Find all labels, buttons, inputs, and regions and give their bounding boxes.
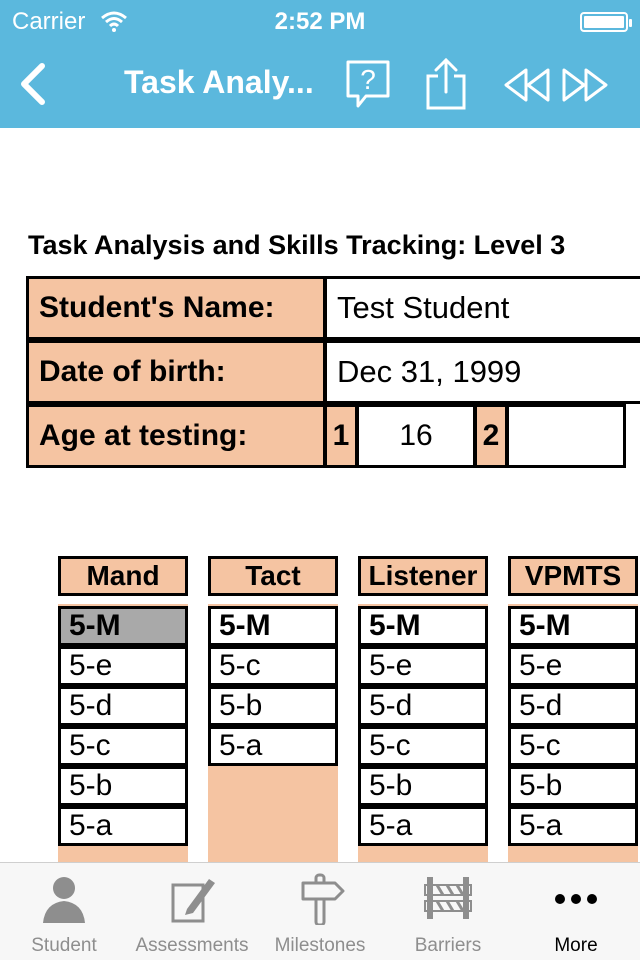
status-bar — [0, 6, 640, 36]
tab-barriers[interactable] — [384, 863, 512, 960]
skill-cell[interactable]: 5-c — [58, 726, 188, 766]
document-title: Task Analysis and Skills Tracking: Level 3 — [28, 230, 566, 260]
skill-column-header: Mand — [58, 556, 188, 596]
skill-cell[interactable]: 5-b — [58, 766, 188, 806]
student-name-value[interactable]: Test Student — [324, 276, 640, 340]
clock: 2:52 PM — [274, 8, 366, 35]
skill-cell[interactable]: 5-b — [208, 686, 338, 726]
skill-column-header: Tact — [208, 556, 338, 596]
battery-icon — [580, 12, 628, 32]
skill-cell[interactable]: 5-e — [358, 646, 488, 686]
help-icon[interactable] — [344, 58, 392, 112]
student-name-label: Student's Name: — [26, 276, 326, 340]
age-label: Age at testing: — [26, 404, 326, 468]
top-bar — [0, 0, 640, 128]
tab-assessments[interactable] — [128, 863, 256, 960]
skill-cell[interactable]: 5-e — [58, 646, 188, 686]
age-1-value[interactable]: 16 — [356, 404, 476, 468]
skill-cell[interactable]: 5-c — [508, 726, 638, 766]
age-1-label: 1 — [324, 404, 358, 468]
skill-column-header: Listener — [358, 556, 488, 596]
tab-milestones[interactable] — [256, 863, 384, 960]
skill-cell[interactable]: 5-e — [508, 646, 638, 686]
skill-cell[interactable]: 5-b — [508, 766, 638, 806]
skill-cell[interactable]: 5-a — [58, 806, 188, 846]
skill-cell[interactable]: 5-d — [358, 686, 488, 726]
tab-label: Student — [31, 935, 97, 956]
skill-cell[interactable]: 5-d — [508, 686, 638, 726]
skill-cell[interactable]: 5-M — [508, 606, 638, 646]
age-2-value[interactable] — [506, 404, 626, 468]
carrier-label: Carrier — [12, 8, 86, 35]
share-icon[interactable] — [424, 58, 468, 112]
nav-title: Task Analy... — [124, 64, 314, 100]
navigation-bar — [0, 48, 640, 124]
skill-cell[interactable]: 5-M — [358, 606, 488, 646]
skill-cell[interactable]: 5-a — [358, 806, 488, 846]
age-2-label: 2 — [474, 404, 508, 468]
skill-cell[interactable]: 5-c — [208, 646, 338, 686]
tab-label: More — [554, 935, 598, 956]
dob-label: Date of birth: — [26, 340, 326, 404]
more-dots-icon — [551, 873, 601, 925]
skill-cell[interactable]: 5-M — [208, 606, 338, 646]
skill-cell[interactable]: 5-a — [208, 726, 338, 766]
tab-bar — [0, 862, 640, 960]
rewind-icon[interactable] — [502, 58, 552, 112]
signpost-icon — [295, 873, 345, 925]
tab-label: Milestones — [274, 935, 366, 956]
skill-cell[interactable]: 5-M — [58, 606, 188, 646]
back-chevron-icon[interactable] — [14, 60, 50, 108]
barrier-icon — [423, 873, 473, 925]
svg-text:?: ? — [360, 64, 376, 95]
skill-column-header: VPMTS — [508, 556, 638, 596]
dob-value[interactable]: Dec 31, 1999 — [324, 340, 640, 404]
skill-cell[interactable]: 5-d — [58, 686, 188, 726]
tab-more[interactable] — [512, 863, 640, 960]
skill-cell[interactable]: 5-c — [358, 726, 488, 766]
pencil-note-icon — [167, 873, 217, 925]
tab-label: Barriers — [414, 935, 482, 956]
skill-cell[interactable]: 5-b — [358, 766, 488, 806]
tab-label: Assessments — [135, 935, 249, 956]
person-icon — [39, 873, 89, 925]
fast-forward-icon[interactable] — [560, 58, 610, 112]
skill-cell[interactable]: 5-a — [508, 806, 638, 846]
tab-student[interactable] — [0, 863, 128, 960]
